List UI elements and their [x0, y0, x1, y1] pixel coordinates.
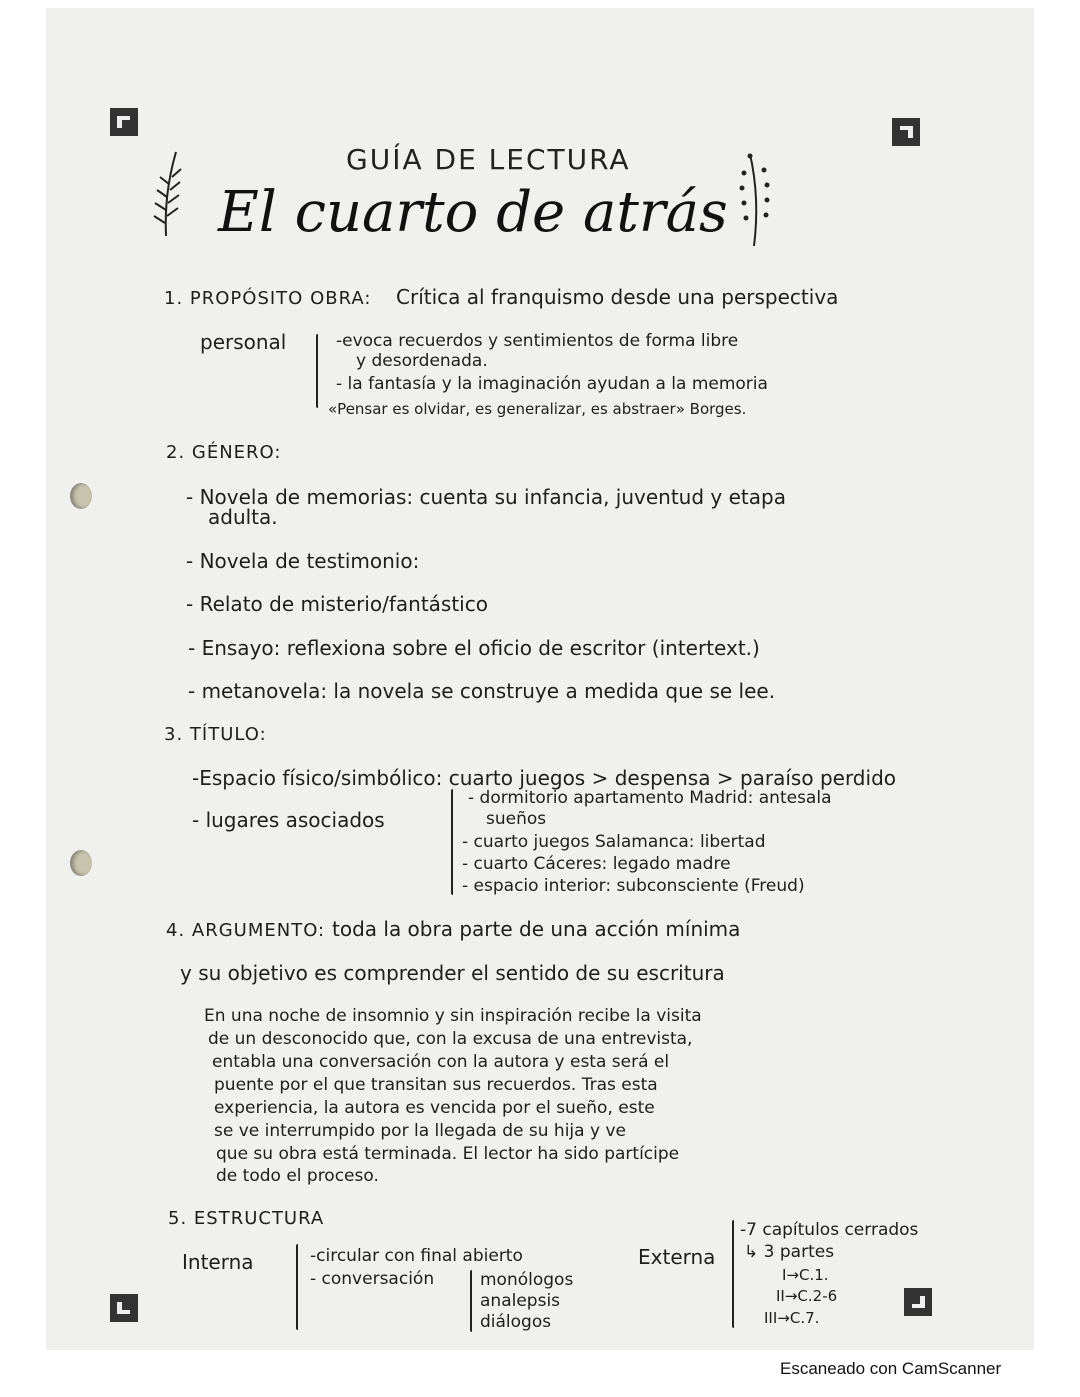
brace: [451, 789, 453, 895]
paragraph-line: de un desconocido que, con la excusa de una entrevista,: [208, 1029, 693, 1049]
section-text: toda la obra parte de una acción mínima: [332, 917, 741, 941]
list-item: - dormitorio apartamento Madrid: antesala: [468, 788, 832, 808]
list-item: monólogos: [480, 1270, 574, 1290]
list-item: -Espacio físico/simbólico: cuarto juegos > despensa > paraíso perdido: [192, 766, 896, 790]
corner-marker-icon: [110, 1294, 138, 1322]
brace-lead: personal: [200, 330, 287, 354]
list-item: - metanovela: la novela se construye a medida que se lee.: [188, 679, 776, 703]
list-item: y desordenada.: [356, 351, 488, 371]
quote: «Pensar es olvidar, es generalizar, es abstraer» Borges.: [328, 400, 747, 418]
list-item: II→C.2-6: [776, 1287, 838, 1305]
brace-lead: - lugares asociados: [192, 808, 385, 832]
brace: [296, 1244, 298, 1330]
section-text: y su objetivo es comprender el sentido de su escritura: [180, 961, 725, 985]
list-item: analepsis: [480, 1291, 561, 1311]
paragraph-line: En una noche de insomnio y sin inspiración recibe la visita: [204, 1006, 702, 1026]
list-item: - espacio interior: subconsciente (Freud): [462, 876, 805, 896]
section-text: Crítica al franquismo desde una perspectiva: [396, 285, 839, 309]
corner-marker-icon: [904, 1288, 932, 1316]
list-item: - Novela de memorias: cuenta su infancia, juventud y etapa: [186, 485, 786, 509]
list-item: -evoca recuerdos y sentimientos de forma libre: [336, 331, 739, 351]
brace: [316, 334, 318, 408]
section-heading-genero: 2. GÉNERO:: [166, 442, 282, 463]
paragraph-line: que su obra está terminada. El lector ha sido partícipe: [216, 1144, 680, 1164]
list-item: -7 capítulos cerrados: [740, 1220, 919, 1240]
paragraph-line: experiencia, la autora es vencida por el sueño, este: [214, 1098, 655, 1118]
paragraph-line: se ve interrumpido por la llegada de su hija y ve: [214, 1121, 626, 1141]
list-item: - Ensayo: reflexiona sobre el oficio de escritor (intertext.): [188, 636, 760, 660]
externa-label: Externa: [638, 1245, 716, 1269]
binder-hole: [70, 850, 92, 876]
sprig-right-icon: [736, 148, 776, 248]
page-title: El cuarto de atrás: [218, 180, 728, 245]
list-item: - cuarto Cáceres: legado madre: [462, 854, 731, 874]
page-subtitle: GUÍA DE LECTURA: [346, 143, 631, 176]
list-item: I→C.1.: [782, 1266, 829, 1284]
list-item: III→C.7.: [764, 1309, 820, 1327]
paragraph-line: de todo el proceso.: [216, 1166, 379, 1186]
section-heading-estructura: 5. ESTRUCTURA: [168, 1208, 325, 1229]
scanner-watermark: Escaneado con CamScanner: [780, 1359, 1002, 1378]
section-heading-proposito: 1. PROPÓSITO OBRA:: [164, 288, 372, 309]
interna-label: Interna: [182, 1250, 254, 1274]
list-item: -circular con final abierto: [310, 1246, 523, 1266]
list-item: - Novela de testimonio:: [186, 549, 420, 573]
list-item: adulta.: [208, 505, 278, 529]
list-item: ↳ 3 partes: [744, 1242, 835, 1262]
list-item: - cuarto juegos Salamanca: libertad: [462, 832, 766, 852]
paragraph-line: puente por el que transitan sus recuerdos. Tras esta: [214, 1075, 658, 1095]
scanned-page: [46, 8, 1034, 1350]
list-item: - conversación: [310, 1269, 435, 1289]
list-item: - la fantasía y la imaginación ayudan a la memoria: [336, 374, 768, 394]
brace: [732, 1220, 734, 1328]
sprig-left-icon: [146, 148, 186, 238]
corner-marker-icon: [110, 108, 138, 136]
binder-hole: [70, 483, 92, 509]
section-heading-argumento: 4. ARGUMENTO:: [166, 920, 326, 941]
paragraph-line: entabla una conversación con la autora y esta será el: [212, 1052, 670, 1072]
list-item: sueños: [486, 809, 547, 829]
section-heading-titulo: 3. TÍTULO:: [164, 724, 267, 745]
corner-marker-icon: [892, 118, 920, 146]
list-item: - Relato de misterio/fantástico: [186, 592, 488, 616]
brace: [470, 1270, 472, 1332]
list-item: diálogos: [480, 1312, 552, 1332]
